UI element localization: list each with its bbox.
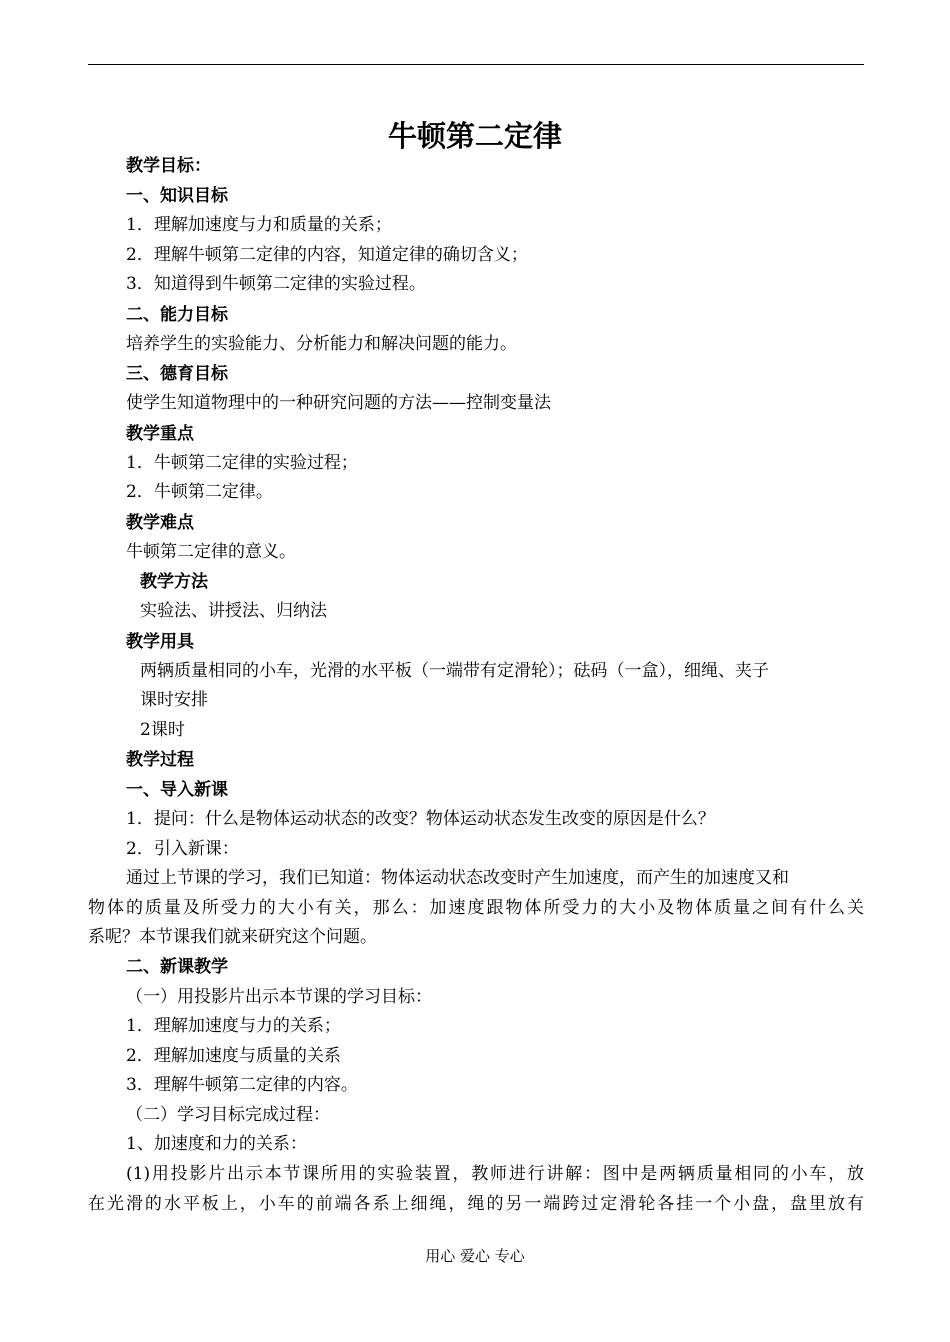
heading-teaching-process: 教学过程: [126, 750, 194, 770]
list-item: 1．牛顿第二定律的实验过程；: [126, 453, 358, 473]
heading-introduction: 一、导入新课: [126, 780, 228, 800]
heading-equipment: 教学用具: [126, 632, 194, 652]
heading-moral-goals: 三、德育目标: [126, 364, 228, 384]
list-item: 1．理解加速度与力和质量的关系；: [126, 215, 392, 235]
heading-ability-goals: 二、能力目标: [126, 305, 228, 325]
paragraph-line: 物体的质量及所受力的大小有关，那么：加速度跟物体所受力的大小及物体质量之间有什么关: [88, 898, 864, 918]
heading-methods: 教学方法: [140, 572, 208, 592]
paragraph-line: 2课时: [140, 720, 185, 740]
paragraph-line: （二）学习目标完成过程：: [126, 1105, 330, 1125]
list-item: 2．理解牛顿第二定律的内容，知道定律的确切含义；: [126, 245, 528, 265]
paragraph-line: 实验法、讲授法、归纳法: [140, 601, 327, 621]
paragraph-line: 使学生知道物理中的一种研究问题的方法——控制变量法: [126, 393, 551, 413]
list-item: 3．理解牛顿第二定律的内容。: [126, 1075, 358, 1095]
heading-teaching-goals: 教学目标：: [126, 156, 211, 176]
list-item: 1．提问：什么是物体运动状态的改变？物体运动状态发生改变的原因是什么？: [126, 809, 715, 829]
paragraph-line: （一）用投影片出示本节课的学习目标：: [126, 987, 432, 1007]
paragraph-line: 在光滑的水平板上，小车的前端各系上细绳，绳的另一端跨过定滑轮各挂一个小盘，盘里放有: [88, 1194, 864, 1214]
heading-new-lesson: 二、新课教学: [126, 957, 228, 977]
list-item: 2．引入新课：: [126, 839, 239, 859]
header-rule: [88, 64, 864, 65]
list-item: 2．牛顿第二定律。: [126, 482, 273, 502]
paragraph-line: 通过上节课的学习，我们已知道：物体运动状态改变时产生加速度，而产生的加速度又和: [126, 868, 789, 888]
paragraph-line: 培养学生的实验能力、分析能力和解决问题的能力。: [126, 334, 517, 354]
heading-difficulties: 教学难点: [126, 513, 194, 533]
list-item: 3．知道得到牛顿第二定律的实验过程。: [126, 274, 426, 294]
list-item: 1．理解加速度与力的关系；: [126, 1016, 341, 1036]
document-title: 牛顿第二定律: [387, 119, 562, 153]
list-item: 2．理解加速度与质量的关系: [126, 1046, 341, 1066]
page-footer: 用心 爱心 专心: [425, 1247, 525, 1265]
paragraph-line: 两辆质量相同的小车，光滑的水平板（一端带有定滑轮）；砝码（一盒），细绳、夹子: [140, 661, 769, 681]
paragraph-line: 系呢？本节课我们就来研究这个问题。: [88, 927, 377, 947]
paragraph-line: 牛顿第二定律的意义。: [126, 542, 296, 562]
paragraph-line: (1)用投影片出示本节课所用的实验装置，教师进行讲解：图中是两辆质量相同的小车，放: [126, 1164, 864, 1184]
paragraph-line: 1、加速度和力的关系：: [126, 1134, 307, 1154]
heading-knowledge-goals: 一、知识目标: [126, 186, 228, 206]
heading-key-points: 教学重点: [126, 424, 194, 444]
paragraph-line: 课时安排: [140, 690, 208, 710]
